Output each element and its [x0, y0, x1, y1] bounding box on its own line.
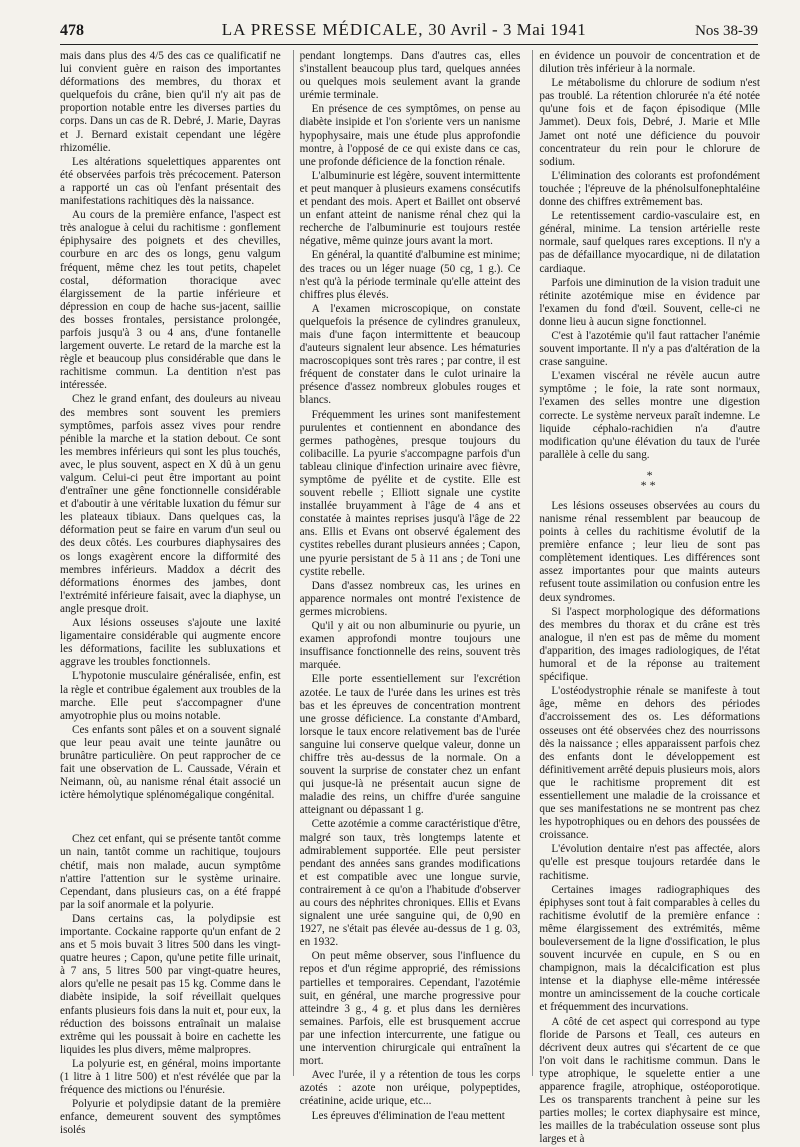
section-gap — [60, 803, 281, 833]
paragraph: Dans certains cas, la polydipsie est importante. Cockaine rapporte qu'un enfant de 2 ans et 5 mois buvait 3 litres 500 dans les vingt-quatre heures ; Capon, qu'une petite fille urinait, à 7 ans, 5 litres 500 par vingt-quatre heures, alors qu'elle ne pesait pas 15 kg. Comme dans le diabète insipide, la soif réveillait quelques enfants plusieurs fois dans la nuit et, pour eux, la réduction des boissons entraînait un malaise extrême qui les poussait à boire en cachette les liquides les plus divers, même malpropres. — [60, 912, 281, 1056]
paragraph: Elle porte essentiellement sur l'excrétion azotée. Le taux de l'urée dans les urines est très bas et les épreuves de concentration montrent une grosse déficience. La constante d'Ambard, lorsque le taux encore relativement bas de l'urée sanguine lui conserve quelque valeur, donne un chiffre très au-dessus de la normale. On a souvent la surprise de constater chez un enfant qui jusque-là ne présentait aucun signe de maladie des reins, un chiffre d'urée sanguine atteignant ou dépassant 1 g. — [299, 673, 521, 817]
paragraph: Les épreuves d'élimination de l'eau mettent — [311, 1109, 505, 1122]
paragraph: Le retentissement cardio-vasculaire est, en général, minime. La tension artérielle reste normale, sauf quelques rares exceptions. Il n'y a pas de défaillance myocardique, ni de dilatation cardiaque. — [539, 210, 761, 275]
paragraph: mais dans plus des 4/5 des cas ce qualificatif ne lui convient guère en raison des importantes déformations des membres, du thorax et quelquefois du crâne, bien qu'il n'y ait pas de proportion notable entre les diverses parties du corps. Dans un cas de R. Debré, J. Marie, Dayras et J. Bernard existait cependant une légère rhizomélie. — [60, 50, 281, 154]
paragraph: La polyurie est, en général, moins importante (1 litre à 1 litre 500) et n'est révélée que par la fréquence des mictions ou l'énurésie. — [60, 1057, 281, 1097]
paragraph: C'est à l'azotémie qu'il faut rattacher l'anémie souvent importante. Il n'y a pas d'altération de la crase sanguine. — [539, 329, 761, 369]
paragraph: Parfois une diminution de la vision traduit une rétinite azotémique mise en évidence par l'examen du fond d'œil. Souvent, celle-ci ne donne lieu à aucun signe fonctionnel. — [539, 276, 761, 328]
section-separator-asterisks: * ** — [640, 467, 659, 492]
paragraph: L'élimination des colorants est profondément touchée ; l'épreuve de la phénolsulfonephtaléine donne des chiffres extrêmement bas. — [539, 169, 761, 209]
paragraph: Cette azotémie a comme caractéristique d'être, malgré son taux, très longtemps latente et admirablement supportée. Elle peut persister pendant des années sans grandes modifications et est compatible avec une longue survie, contrairement à ce qu'on a l'habitude d'observer au cours des néphrites chroniques. Ellis et Evans signalent une urée sanguine qui, de 0,90 en 1927, ne s'était pas élevée au-dessus de 1 g. 03, en 1932. — [299, 818, 521, 949]
paragraph: En présence de ces symptômes, on pense au diabète insipide et l'on s'oriente vers un nanisme hypophysaire, mais une étude plus approfondie montre, à l'opposé de ce qui existe dans ce cas, une profonde déficience de la fonction rénale. — [299, 103, 521, 168]
paragraph: Chez cet enfant, qui se présente tantôt comme un nain, tantôt comme un rachitique, toujours chétif, mais non malade, aucun symptôme n'attire l'attention sur le système urinaire. Cependant, dans plusieurs cas, on a été frappé par la soif anormale et la polyurie. — [60, 833, 281, 911]
paragraph: L'examen viscéral ne révèle aucun autre symptôme ; le foie, la rate sont normaux, l'examen des selles montre une digestion correcte. Le système nerveux paraît indemne. Le liquide céphalo-rachidien n'a d'autre modification qu'une élévation du taux de l'urée parallèle à celle du sang. — [539, 370, 761, 461]
paragraph: Polyurie et polydipsie datant de la première enfance, demeurent souvent des symptômes isolés — [60, 1098, 281, 1137]
issue-date: 30 Avril - 3 Mai 1941 — [428, 20, 587, 39]
article-body — [60, 50, 761, 1146]
page-header — [60, 20, 758, 45]
paragraph: En général, la quantité d'albumine est minime; des traces ou un léger nuage (50 cg, 1 g.). Ce n'est qu'à la période terminale qu'elle atteint des chiffres plus élevés. — [299, 249, 521, 301]
column-2 — [293, 50, 521, 1122]
paragraph: A côté de cet aspect qui correspond au type floride de Parsons et Teall, ces auteurs en décrivent deux autres qui s'écartent de ce que l'on voit dans le rachitisme commun. Dans le type atrophique, le squelette entier a une apparence fragile, atrophique, ostéoporotique. Les os transparents tranchent à peine sur les parties molles; le cortex diaphysaire est mince, les mailles de la trabéculation osseuse sont plus larges et à — [539, 1015, 761, 1146]
paragraph: Les lésions osseuses observées au cours du nanisme rénal ressemblent par beaucoup de points à celles du rachitisme évolutif de la première enfance ; leur lieu de sont pas complètement identiques. Les différences sont assez importantes pour que maints auteurs refusent toute assimilation ou confusion entre les deux syndromes. — [539, 499, 761, 604]
paragraph: A l'examen microscopique, on constate quelquefois la présence de cylindres granuleux, mais d'une façon intermittente et beaucoup d'auteurs signalent leur absence. Les hématuries macroscopiques sont très rares ; par contre, il est fréquent de constater dans le culot urinaire la présence d'assez nombreux globules rouges et blancs. — [299, 302, 521, 407]
paragraph: L'hypotonie musculaire généralisée, enfin, est la règle et contribue également aux troubles de la marche. Elle peut s'accompagner d'une amyotrophie plus ou moins notable. — [60, 670, 281, 722]
paragraph: en évidence un pouvoir de concentration et de dilution très inférieur à la normale. — [539, 50, 761, 76]
paragraph: Fréquemment les urines sont manifestement purulentes et contiennent en abondance des germes pathogènes, presque toujours du colibacille. La pyurie s'accompagne parfois d'un tableau clinique d'infection urinaire avec fièvre, symptôme de pyélite et de cystite. Elle est souvent rebelle ; Elliott signale une cystite installée bruyamment à l'âge de 4 ans et constatée à maintes reprises jusqu'à l'âge de 22 ans. Ellis et Evans ont observé également des cystites rebelles durant plusieurs années ; Capon, une pyurie persistant de 5 à 11 ans ; de Toni une cystite rebelle. — [299, 408, 521, 578]
journal-title: LA PRESSE MÉDICALE, — [221, 20, 424, 39]
paragraph: Qu'il y ait ou non albuminurie ou pyurie, un examen approfondi montre toujours une insuffisance fonctionnelle des reins, souvent très marquée. — [299, 620, 521, 672]
paragraph: Dans d'assez nombreux cas, les urines en apparence normales ont montré l'existence de germes microbiens. — [299, 579, 521, 618]
issue-number: Nos 38-39 — [695, 23, 758, 39]
paragraph: Certaines images radiographiques des épiphyses sont tout à fait comparables à celles du rachitisme évolutif de la première enfance : même élargissement des extrémités, même bouleversement de la ligne d'ossification, le plus souvent incurvée en cupule, en S ou en champignon, mais la décalcification est plus intense et la diaphyse elle-même intéressée montre un amincissement de la couche corticale et fréquemment des incurvations. — [539, 883, 761, 1014]
paragraph: Chez le grand enfant, des douleurs au niveau des membres sont souvent les premiers symptômes, parfois assez vives pour rendre pénible la marche et la station debout. Ce sont les membres inférieurs qui sont les plus touchés, avec, le plus souvent, aspect en X dû à un genu valgum. Celui-ci peut être important au point d'entraîner une gêne fonctionnelle considérable et d'aboutir à une véritable luxation du fémur sur les plateaux tibiaux. Dans quelques cas, la déformation peut se faire en varum d'un seul ou des deux côtés. Les courbures diaphysaires des os longs exagèrent encore la difformité des membres inférieurs. Maddox a décrit des déformations énormes des jambes, dont l'extrémité inférieure faisait, avec la diaphyse, un angle presque droit. — [60, 393, 281, 615]
paragraph: L'albuminurie est légère, souvent intermittente et peut manquer à plusieurs examens consécutifs et pendant des mois. Apert et Baillet ont observé un enfant atteint de nanisme rénal chez qui la recherche de l'albuminurie est toujours restée négative, même quinze jours avant la mort. — [299, 169, 521, 248]
running-title — [130, 20, 678, 40]
paragraph: L'évolution dentaire n'est pas affectée, alors qu'elle est presque toujours retardée dans le rachitisme. — [539, 843, 761, 882]
paragraph: pendant longtemps. Dans d'autres cas, elles s'installent beaucoup plus tard, quelques années ou quelques mois seulement avant la grande urémie terminale. — [299, 50, 521, 102]
paragraph: Le métabolisme du chlorure de sodium n'est pas troublé. La rétention chlorurée n'a été notée qu'une fois et de façon épisodique (Mlle Jammet). Deux fois, Debré, J. Marie et Mlle Jamet ont noté une déficience du pouvoir concentrateur du rein pour le chlorure de sodium. — [539, 77, 761, 168]
paragraph: L'ostéodystrophie rénale se manifeste à tout âge, même en dehors des périodes d'accroissement des os. Les déformations osseuses ont été observées chez des nourrissons dès la naissance ; elles apparaissent parfois chez des enfants dont le développement est définitivement arrêté depuis plusieurs mois, alors que le rachitisme proprement dit est essentiellement une maladie de la croissance et que ses manifestations ne se montrent pas chez les hypotrophiques ou en dehors des poussées de croissance. — [539, 685, 761, 842]
paragraph: Les altérations squelettiques apparentes ont été observées parfois très précocement. Paterson a rapporté un cas où l'enfant présentait des manifestations rachitiques dès la naissance. — [60, 155, 281, 208]
paragraph: On peut même observer, sous l'influence du repos et d'un régime approprié, des rémissions partielles et temporaires. Cependant, l'azotémie suit, en général, une marche progressive pour atteindre 3 g., 4 g. et plus dans les dernières semaines. Parfois, elle est brusquement accrue par une infection intercurrente, une fatigue ou une intervention chirurgicale qui entraînent la mort. — [299, 950, 521, 1068]
column-1 — [60, 50, 281, 1137]
paragraph: Aux lésions osseuses s'ajoute une laxité ligamentaire considérable qui augmente encore les déformations, facilite les subluxations et aggrave les troubles fonctionnels. — [60, 617, 281, 669]
paragraph: Au cours de la première enfance, l'aspect est très analogue à celui du rachitisme : gonflement épiphysaire des poignets et des chevilles, courbure en arc des os longs, genu valgum fréquent, même chez les tout petits, chapelet costal, déformation thoracique avec élargissement de la partie inférieure et dépression en coup de hache sus-jacent, saillie des bosses frontales, persistance prolongée, parfois jusqu'à 3 ou 4 ans, d'une fontanelle largement ouverte. Le retard de la marche est la règle et beaucoup plus considérable que dans le rachitisme commun. La dentition n'est pas intéressée. — [60, 209, 281, 392]
paragraph: Ces enfants sont pâles et on a souvent signalé que leur peau avait une teinte jaunâtre ou brunâtre particulière. On peut rapprocher de ce fait une observation de L. Caussade, Vérain et Neimann, où, au nanisme rénal était associé un ictère hémolytique splénomégalique congénital. — [60, 723, 281, 802]
column-3 — [532, 50, 761, 1146]
page-number: 478 — [60, 22, 84, 39]
paragraph: Si l'aspect morphologique des déformations des membres du thorax et du crâne est très analogue, il n'en est pas de même du moment d'apparition, des images radiologiques, de l'état humoral et de la réponse au traitement spécifique. — [539, 605, 761, 684]
paragraph: Avec l'urée, il y a rétention de tous les corps azotés : azote non uréique, polypeptides, créatinine, acide urique, etc... — [299, 1069, 521, 1108]
